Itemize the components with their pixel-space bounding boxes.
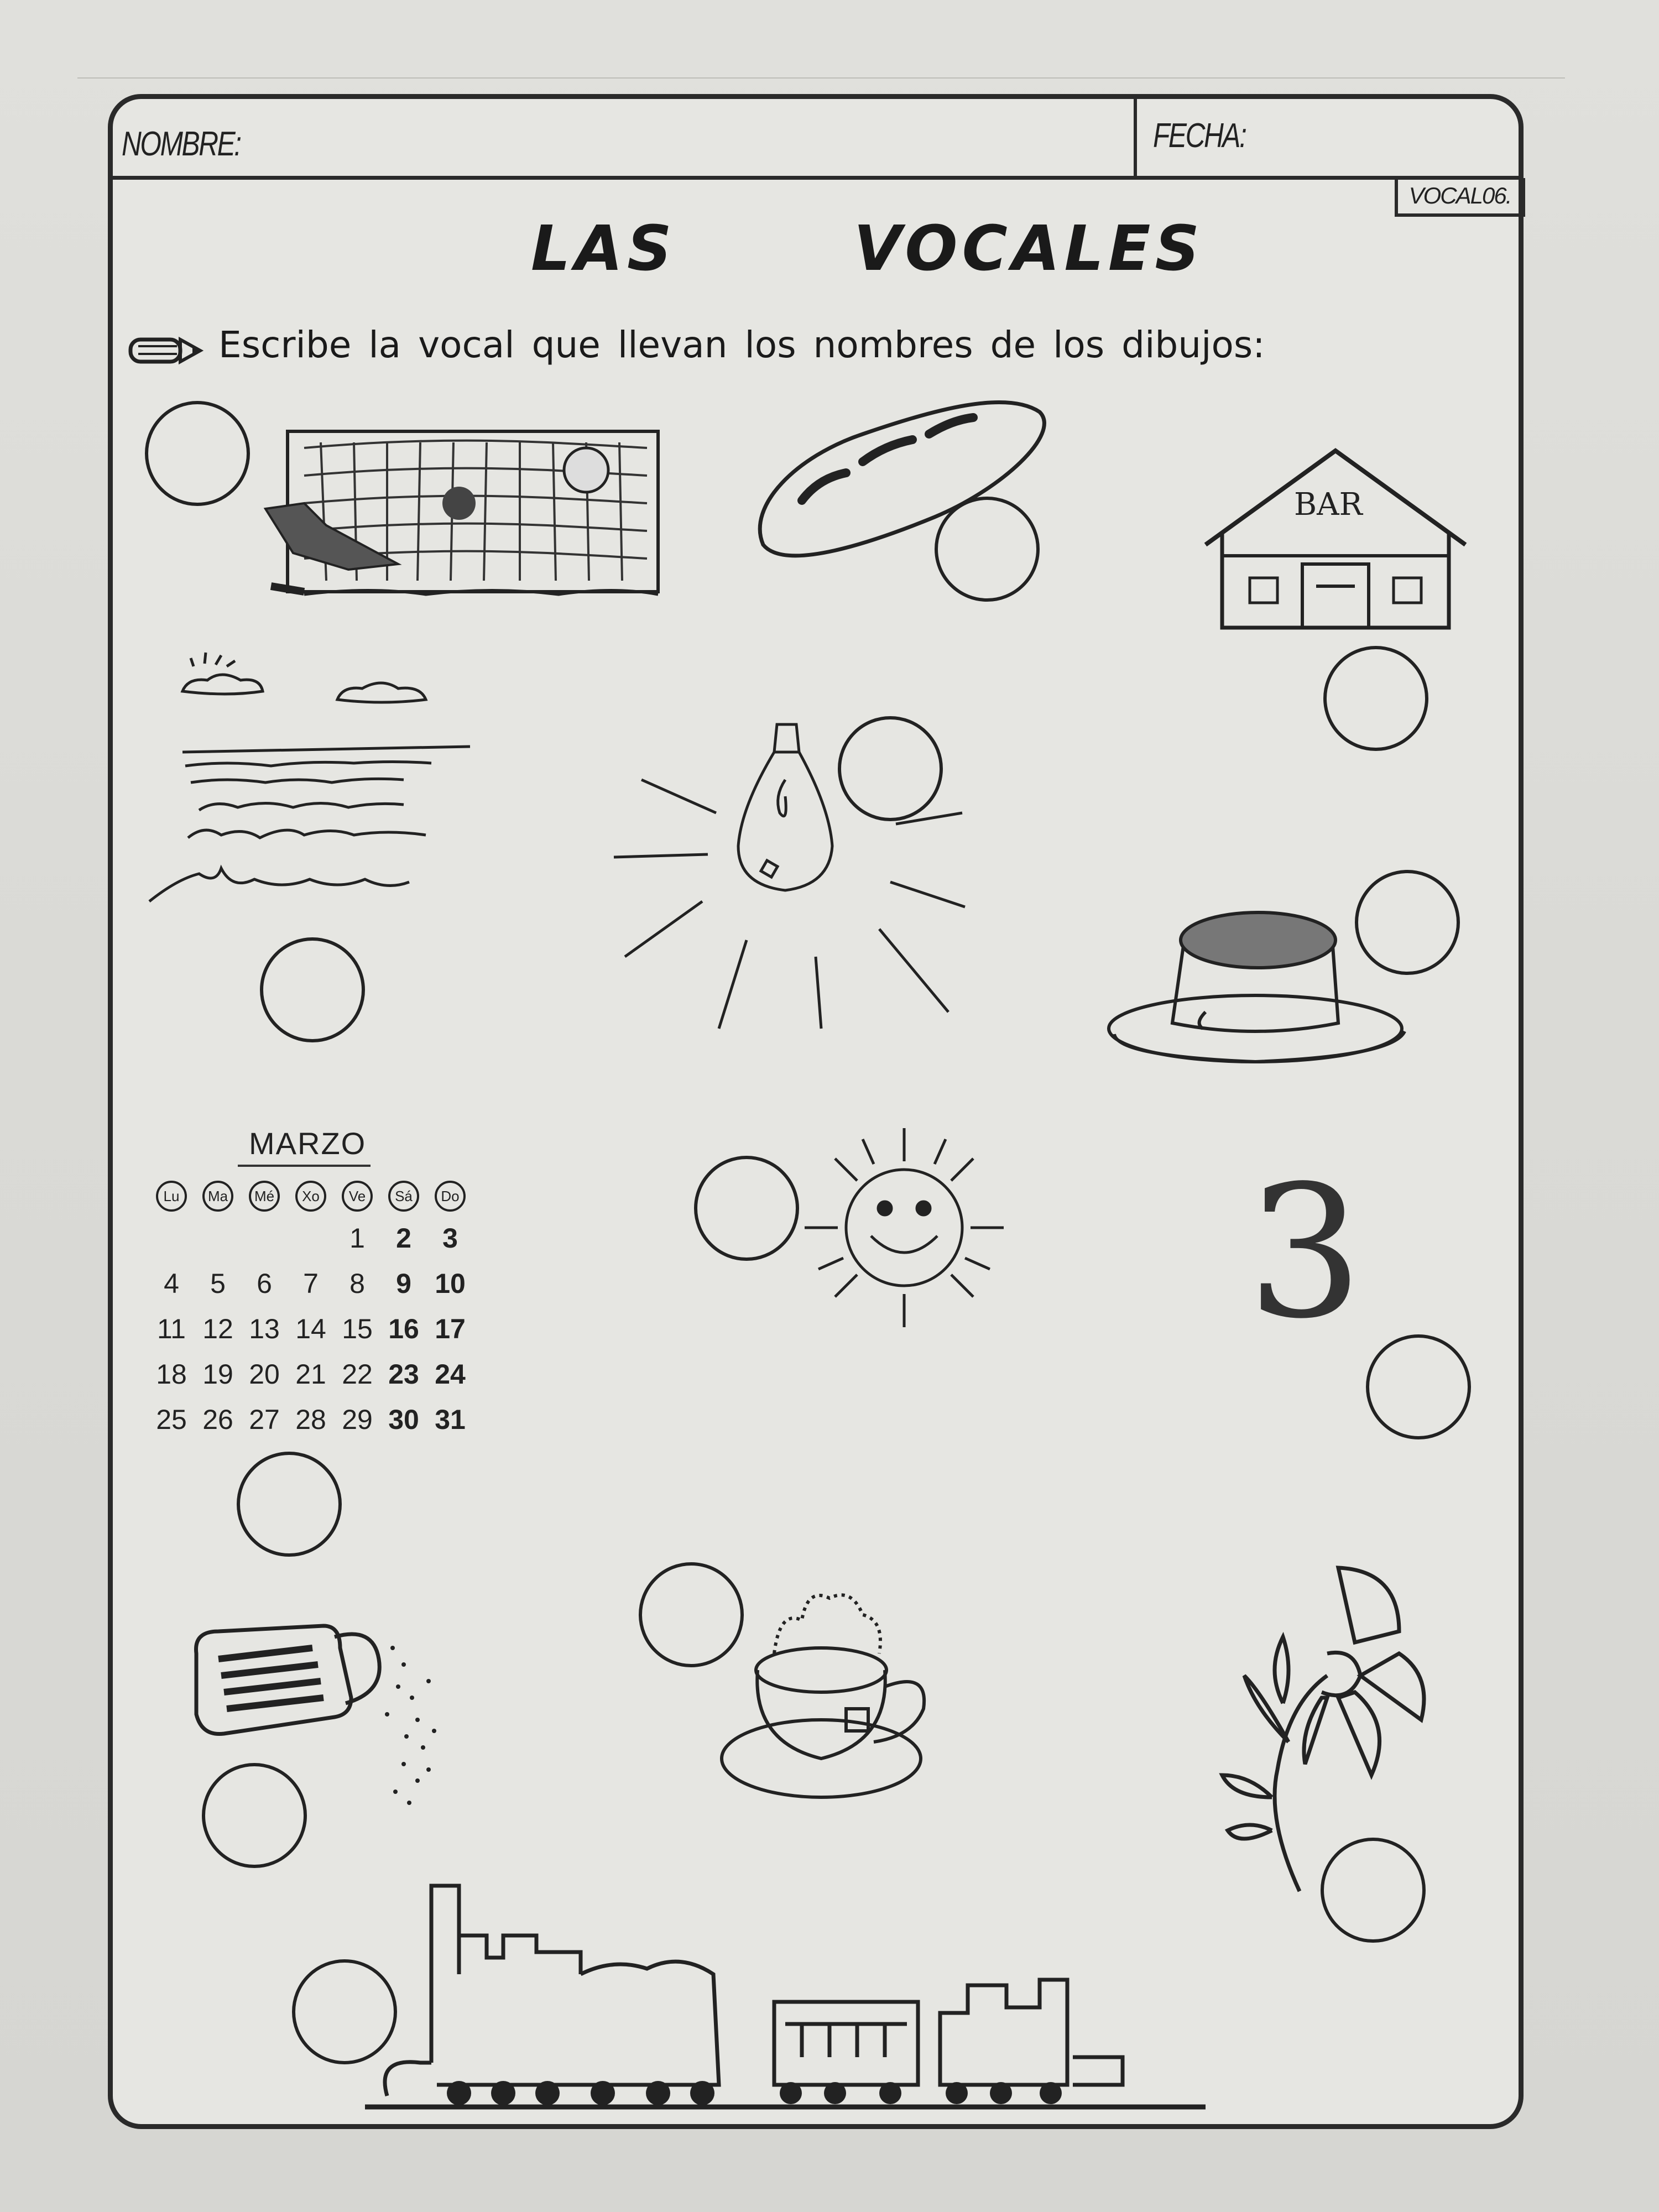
paper-edge: [77, 77, 1565, 79]
calendar-day: 30: [388, 1404, 419, 1435]
calendar-day: 23: [388, 1359, 419, 1390]
calendar-day-header: Mé: [249, 1181, 280, 1212]
answer-circle-sea[interactable]: [260, 937, 365, 1042]
calendar-day: 19: [202, 1359, 233, 1390]
calendar-day: 8: [349, 1268, 365, 1299]
calendar-day: 18: [156, 1359, 187, 1390]
calendar-day: 25: [156, 1404, 187, 1435]
worksheet-code: VOCAL06.: [1395, 178, 1525, 217]
flower-icon: [1189, 1565, 1443, 1897]
calendar-day: 31: [435, 1404, 466, 1435]
header-vertical-divider: [1134, 95, 1137, 178]
calendar-day: 29: [342, 1404, 373, 1435]
salt-shaker-icon: [185, 1615, 473, 1814]
calendar-day: 16: [388, 1313, 419, 1344]
page-title: LAS VOCALES: [531, 213, 1204, 285]
calendar-day: 14: [295, 1313, 326, 1344]
flan-dessert-icon: [1106, 896, 1416, 1078]
coffee-cup-icon: [719, 1576, 968, 1808]
soccer-goal-icon: [260, 426, 664, 608]
calendar-day: 11: [157, 1313, 186, 1344]
date-label: FECHA:: [1153, 117, 1246, 155]
calendar-month: MARZO: [249, 1126, 367, 1161]
light-bulb-icon: [608, 719, 979, 1034]
calendar-day: 3: [442, 1223, 458, 1254]
calendar-day: 21: [295, 1359, 326, 1390]
sun-icon: [802, 1125, 1006, 1330]
calendar-day-header: Ma: [202, 1181, 233, 1212]
answer-circle-sun[interactable]: [694, 1156, 799, 1261]
calendar-day: 5: [210, 1268, 226, 1299]
calendar-day: 2: [396, 1223, 411, 1254]
answer-circle-bar[interactable]: [1323, 646, 1428, 751]
answer-circle-goal[interactable]: [145, 401, 250, 506]
calendar-day: 7: [303, 1268, 319, 1299]
calendar-day: 22: [342, 1359, 373, 1390]
house-icon: [1200, 445, 1471, 633]
calendar-day-header: Do: [435, 1181, 466, 1212]
pencil-icon: [127, 332, 205, 371]
calendar-day: 26: [202, 1404, 233, 1435]
calendar-day: 4: [164, 1268, 179, 1299]
calendar-day: 13: [249, 1313, 280, 1344]
calendar-day: 15: [342, 1313, 373, 1344]
calendar-day: 9: [396, 1268, 411, 1299]
instruction-text: Escribe la vocal que llevan los nombres de los dibujos:: [218, 324, 1265, 366]
calendar-day: 10: [435, 1268, 466, 1299]
number-three-icon: 3: [1247, 1146, 1363, 1359]
bread-loaf-icon: [752, 395, 1051, 567]
header-divider-line: [108, 176, 1524, 180]
calendar-day: 24: [435, 1359, 466, 1390]
calendar-day: 27: [249, 1404, 280, 1435]
train-icon: [359, 1875, 1217, 2112]
calendar-day: 17: [435, 1313, 466, 1344]
calendar-month-underline: [238, 1165, 371, 1167]
calendar-day: 28: [295, 1404, 326, 1435]
name-label: NOMBRE:: [122, 125, 241, 163]
bar-sign-text: BAR: [1294, 487, 1363, 523]
answer-circle-calendar[interactable]: [237, 1452, 342, 1557]
calendar-day-header: Xo: [295, 1181, 326, 1212]
sea-waves-icon: [144, 647, 476, 912]
calendar-day-header: Lu: [156, 1181, 187, 1212]
calendar-day-header: Ve: [342, 1181, 373, 1212]
calendar-day: 1: [349, 1223, 365, 1254]
calendar-day: 6: [257, 1268, 272, 1299]
answer-circle-three[interactable]: [1366, 1334, 1471, 1439]
calendar-day: 12: [202, 1313, 233, 1344]
calendar-day-header: Sá: [388, 1181, 419, 1212]
calendar-day: 20: [249, 1359, 280, 1390]
